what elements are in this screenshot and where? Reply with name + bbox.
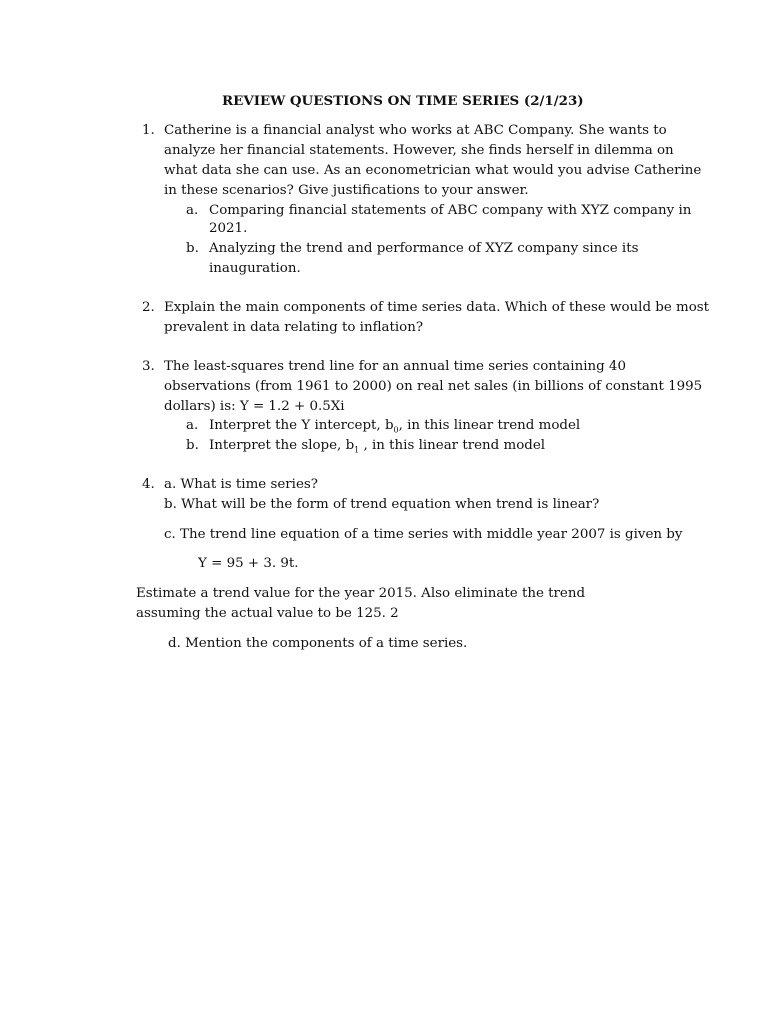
- q3-line: The least-squares trend line for an annual time series containing 40: [164, 359, 626, 374]
- q2-number: 2.: [142, 300, 155, 315]
- q3a-line: Interpret the Y intercept, $b_0$, in this linear trend model: [209, 418, 581, 435]
- q1a-line: Comparing financial statements of ABC company with XYZ company in: [209, 203, 692, 218]
- subscript-zero: 0: [393, 425, 399, 435]
- q4c-line: c. The trend line equation of a time series with middle year 2007 is given by: [164, 527, 683, 542]
- q2-line: prevalent in data relating to inflation?: [164, 320, 424, 335]
- q1-line: in these scenarios? Give justifications to your answer.: [164, 183, 529, 198]
- q3-line: dollars) is: Y = 1.2 + 0.5Xi: [164, 399, 345, 414]
- q1-line: Catherine is a financial analyst who works at ABC Company. She wants to: [164, 123, 667, 138]
- q4-estimate-line: Estimate a trend value for the year 2015. Also eliminate the trend: [136, 586, 586, 601]
- subscript-one: 1: [354, 445, 360, 455]
- q3b-line: Interpret the slope, $b_1$ , in this linear trend model: [209, 438, 546, 455]
- q3-line: observations (from 1961 to 2000) on real net sales (in billions of constant 1995: [164, 379, 703, 394]
- q1a-label: a.: [186, 203, 199, 218]
- q1b-line: Analyzing the trend and performance of XYZ company since its: [209, 241, 639, 256]
- q1-line: what data she can use. As an econometrician what would you advise Catherine: [164, 163, 702, 178]
- q4-estimate-line: assuming the actual value to be 125. 2: [136, 606, 399, 621]
- q4a-line: a. What is time series?: [164, 477, 318, 492]
- q2-line: Explain the main components of time series data. Which of these would be most: [164, 300, 710, 315]
- q4-equation: Y = 95 + 3. 9t.: [198, 556, 299, 571]
- q1-number: 1.: [142, 123, 155, 138]
- q4d-line: d. Mention the components of a time series.: [168, 636, 468, 651]
- q1a-line: 2021.: [209, 221, 248, 236]
- document-title: REVIEW QUESTIONS ON TIME SERIES (2/1/23): [222, 93, 584, 109]
- q1-line: analyze her financial statements. However, she finds herself in dilemma on: [164, 143, 674, 158]
- q3a-label: a.: [186, 418, 199, 433]
- q4b-line: b. What will be the form of trend equation when trend is linear?: [164, 497, 600, 512]
- q4-number: 4.: [142, 477, 155, 492]
- q3-number: 3.: [142, 359, 155, 374]
- q1b-line: inauguration.: [209, 261, 301, 276]
- q1b-label: b.: [186, 241, 199, 256]
- q3b-label: b.: [186, 438, 199, 453]
